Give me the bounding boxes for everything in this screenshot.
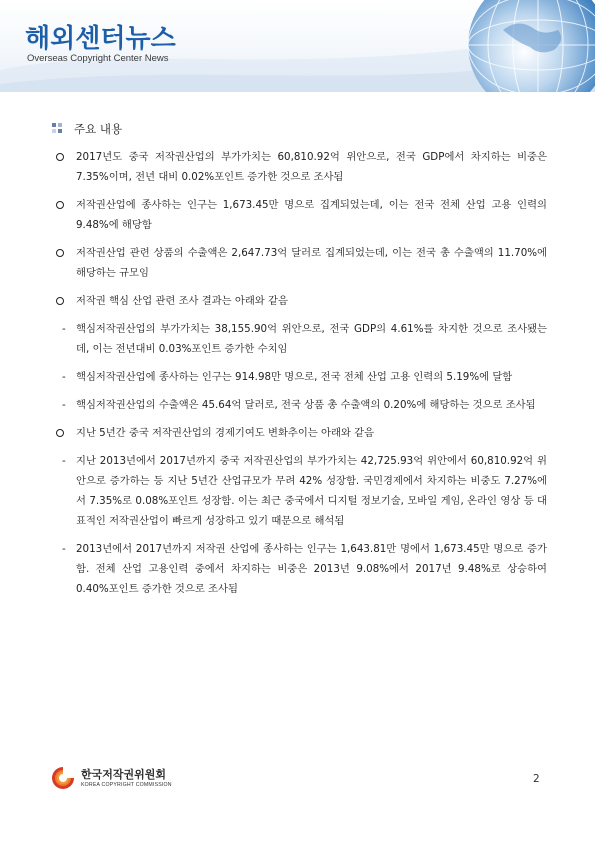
bullet-circle-icon: [56, 249, 64, 257]
item-text: 저작권산업에 종사하는 인구는 1,673.45만 명으로 집계되었는데, 이는 전국 전체 산업 고용 인력의 9.48%에 해당함: [76, 199, 547, 231]
list-item: [52, 539, 547, 599]
list-item: [52, 395, 547, 415]
header-subtitle: Overseas Copyright Center News: [27, 53, 169, 64]
dash-marker: -: [62, 455, 66, 467]
dash-marker: -: [62, 323, 66, 335]
content-list: [52, 147, 547, 607]
squares-icon: [52, 123, 66, 135]
footer-logo: [50, 765, 172, 791]
item-text: 저작권산업 관련 상품의 수출액은 2,647.73억 달러로 집계되었는데, 이는 전국 총 수출액의 11.70%에 해당하는 규모임: [76, 247, 547, 279]
item-text: 2017년도 중국 저작권산업의 부가가치는 60,810.92억 위안으로, 전국 GDP에서 차지하는 비중은 7.35%이며, 전년 대비 0.02%포인트 증가한 것으로 조사됨: [76, 151, 547, 183]
list-item: [52, 243, 547, 283]
dash-marker: -: [62, 543, 66, 555]
page-number: 2: [533, 773, 540, 785]
item-text: 2013년에서 2017년까지 저작권 산업에 종사하는 인구는 1,643.81만 명에서 1,673.45만 명으로 증가함. 전체 산업 고용인력 중에서 차지하는 비중은 2013년 9.08%에서 2017년 9.48%로 상승하여 0.40%포인트 증가한 것으로 조사됨: [76, 543, 547, 595]
header-banner: [0, 0, 595, 92]
globe-icon: [463, 0, 595, 92]
item-text: 지난 2013년에서 2017년까지 중국 저작권산업의 부가가치는 42,725.93억 위안에서 60,810.92억 위안으로 증가하는 등 지난 5년간 산업규모가 무려 42% 성장함. 국민경제에서 차지하는 비중도 7.27%에서 7.35%로 0.08%포인트 성장함. 이는 최근 중국에서 디지털 정보기술, 모바일 게임, 온라인 영상 등 대표적인 저작권산업이 빠르게 성장하고 있기 때문으로 해석됨: [76, 455, 547, 527]
list-item: [52, 195, 547, 235]
header-title: 해외센터뉴스: [25, 24, 176, 54]
list-item: [52, 367, 547, 387]
dash-marker: -: [62, 399, 66, 411]
item-text: 핵심저작권산업에 종사하는 인구는 914.98만 명으로, 전국 전체 산업 고용 인력의 5.19%에 달함: [76, 371, 513, 383]
bullet-circle-icon: [56, 297, 64, 305]
item-text: 핵심저작권산업의 부가가치는 38,155.90억 위안으로, 전국 GDP의 4.61%를 차지한 것으로 조사됐는데, 이는 전년대비 0.03%포인트 증가한 수치임: [76, 323, 547, 355]
item-text: 핵심저작권산업의 수출액은 45.64억 달러로, 전국 상품 총 수출액의 0.20%에 해당하는 것으로 조사됨: [76, 399, 536, 411]
bullet-circle-icon: [56, 201, 64, 209]
list-item: [52, 423, 547, 443]
section-title: 주요 내용: [74, 122, 123, 136]
list-item: [52, 451, 547, 531]
section-heading: [52, 121, 122, 137]
list-item: [52, 291, 547, 311]
bullet-circle-icon: [56, 153, 64, 161]
list-item: [52, 147, 547, 187]
bullet-circle-icon: [56, 429, 64, 437]
footer-org-name: 한국저작권위원회: [81, 767, 167, 781]
list-item: [52, 319, 547, 359]
item-text: 지난 5년간 중국 저작권산업의 경제기여도 변화추이는 아래와 같음: [76, 427, 375, 439]
footer-org-name-en: KOREA COPYRIGHT COMMISSION: [81, 781, 172, 788]
dash-marker: -: [62, 371, 66, 383]
commission-logo-icon: [50, 765, 76, 791]
item-text: 저작권 핵심 산업 관련 조사 결과는 아래와 같음: [76, 295, 288, 307]
